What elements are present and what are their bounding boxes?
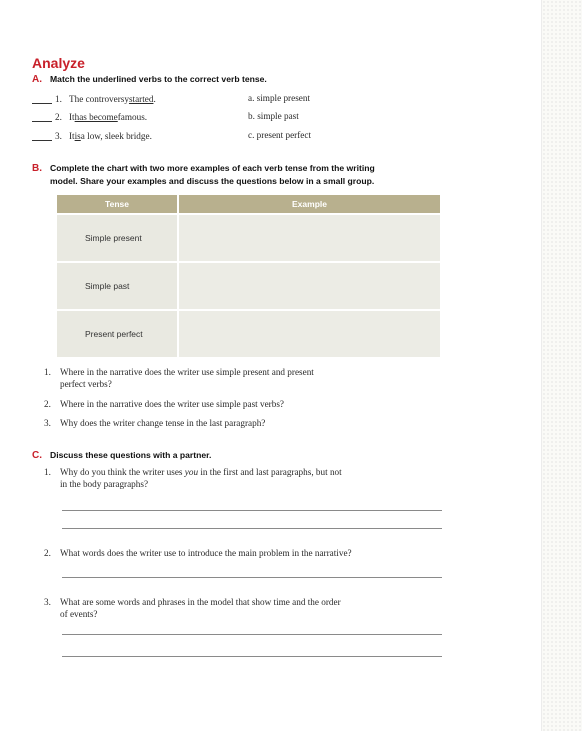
answer-line[interactable]: [62, 577, 442, 578]
section-a-letter: A.: [32, 74, 42, 85]
underlined-verb: is: [74, 131, 81, 141]
answer-blank-1[interactable]: [32, 95, 52, 104]
option-c: c. present perfect: [248, 130, 311, 140]
section-b-question-3: 3. Why does the writer change tense in the last paragraph?: [44, 418, 266, 428]
match-item-2: 2. It has become famous.: [32, 110, 147, 124]
answer-line[interactable]: [62, 528, 442, 529]
example-cell[interactable]: [178, 214, 440, 262]
verb-tense-chart: [57, 195, 440, 357]
section-c-question-1: 1. Why do you think the writer uses you in the first and last paragraphs, but not in the body paragraphs?: [44, 467, 342, 489]
section-c-instruction: Discuss these questions with a partner.: [50, 450, 212, 460]
page-title: Analyze: [32, 55, 85, 71]
page-margin-pattern: [541, 0, 582, 731]
section-b-heading: [32, 162, 375, 187]
section-b-letter: B.: [32, 163, 42, 174]
option-a: a. simple present: [248, 93, 310, 103]
match-item-3: 3. It is a low, sleek bridge.: [32, 129, 152, 143]
answer-blank-2[interactable]: [32, 113, 52, 122]
option-b: b. simple past: [248, 111, 299, 121]
section-c-heading: [32, 449, 211, 462]
section-b-question-1: 1. Where in the narrative does the writer use simple present and present perfect verbs?: [44, 367, 314, 389]
section-a-instruction: Match the underlined verbs to the correct verb tense.: [50, 74, 267, 84]
table-row: [57, 262, 440, 310]
table-row: [57, 214, 440, 262]
section-b-question-2: 2. Where in the narrative does the writer use simple past verbs?: [44, 399, 284, 409]
tense-cell: Simple past: [57, 262, 178, 310]
answer-line[interactable]: [62, 510, 442, 511]
example-cell[interactable]: [178, 310, 440, 357]
underlined-verb: has become: [74, 112, 118, 122]
section-b-instruction-line1: Complete the chart with two more examples of each verb tense from the writing: [50, 163, 375, 173]
chart-header-example: Example: [178, 195, 440, 214]
underlined-verb: started: [128, 94, 154, 104]
section-a-heading: [32, 73, 267, 86]
tense-cell: Simple present: [57, 214, 178, 262]
section-b-instruction-line2: model. Share your examples and discuss the questions below in a small group.: [50, 176, 375, 186]
chart-header-tense: Tense: [57, 195, 178, 214]
match-item-1: 1. The controversy started .: [32, 92, 156, 106]
section-c-question-2: 2. What words does the writer use to introduce the main problem in the narrative?: [44, 548, 352, 558]
section-c-question-3: 3. What are some words and phrases in the model that show time and the order of events?: [44, 597, 341, 619]
answer-line[interactable]: [62, 634, 442, 635]
answer-blank-3[interactable]: [32, 132, 52, 141]
tense-cell: Present perfect: [57, 310, 178, 357]
table-row: [57, 310, 440, 357]
example-cell[interactable]: [178, 262, 440, 310]
section-c-letter: C.: [32, 450, 42, 461]
answer-line[interactable]: [62, 656, 442, 657]
